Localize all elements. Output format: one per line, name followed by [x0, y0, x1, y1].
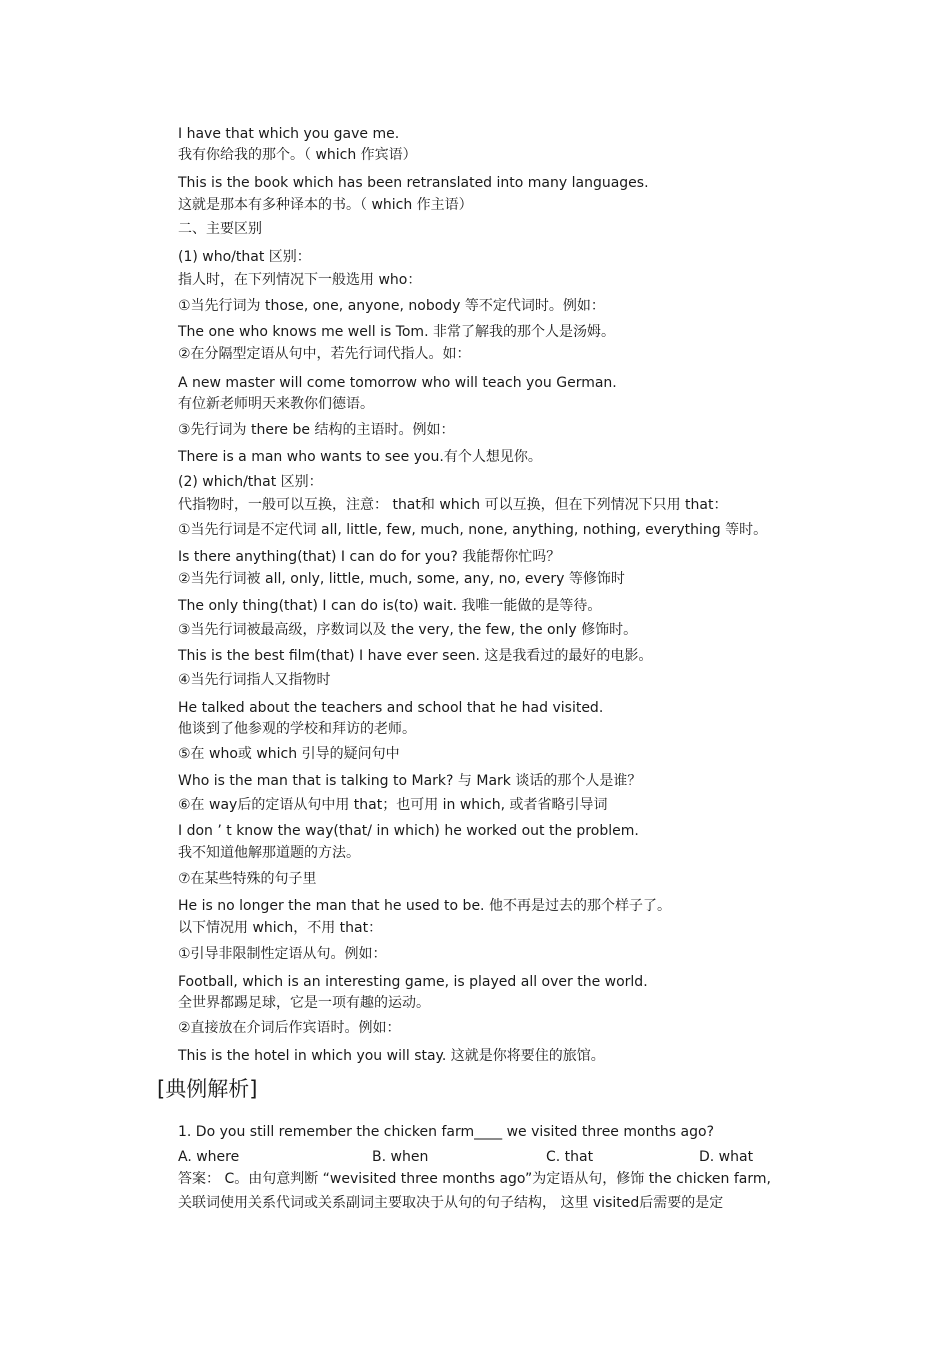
- text-line: Is there anything(that) I can do for you? 我能帮你忙吗？: [178, 549, 561, 565]
- text-line: This is the best film(that) I have ever seen. 这是我看过的最好的电影。: [178, 648, 653, 664]
- option-d: D. what: [699, 1149, 754, 1165]
- option-a: A. where: [178, 1149, 240, 1165]
- text-line: This is the hotel in which you will stay. 这就是你将要住的旅馆。: [178, 1048, 605, 1064]
- text-line: 他谈到了他参观的学校和拜访的老师。: [178, 721, 416, 737]
- text-line: ③当先行词被最高级，序数词以及 the very, the few, the only 修饰时。: [178, 622, 638, 638]
- text-line: ②当先行词被 all, only, little, much, some, any, no, every 等修饰时: [178, 571, 625, 587]
- section-heading: [典例解析]: [157, 1077, 258, 1101]
- option-b: B. when: [372, 1149, 429, 1165]
- text-line: 二、主要区别: [178, 221, 262, 237]
- text-line: 全世界都踢足球，它是一项有趣的运动。: [178, 995, 430, 1011]
- text-line: This is the book which has been retranslated into many languages.: [178, 175, 649, 191]
- text-line: 代指物时，一般可以互换，注意： that和 which 可以互换，但在下列情况下只用 that：: [178, 497, 728, 513]
- text-line: 以下情况用 which，不用 that：: [178, 920, 383, 936]
- text-line: ②在分隔型定语从句中，若先行词代指人。如：: [178, 346, 471, 362]
- text-line: Who is the man that is talking to Mark? 与 Mark 谈话的那个人是谁？: [178, 773, 642, 789]
- text-line: 我有你给我的那个。（ which 作宾语）: [178, 147, 417, 163]
- text-line: ⑦在某些特殊的句子里: [178, 871, 317, 887]
- text-line: ①当先行词为 those, one, anyone, nobody 等不定代词时。例如：: [178, 298, 605, 314]
- text-line: ⑥在 way后的定语从句中用 that；也可用 in which, 或者省略引导词: [178, 797, 608, 813]
- text-line: ⑤在 who或 which 引导的疑问句中: [178, 746, 400, 762]
- text-line: There is a man who wants to see you.有个人想见你。: [178, 449, 542, 465]
- text-line: He talked about the teachers and school that he had visited.: [178, 700, 604, 716]
- text-line: ③先行词为 there be 结构的主语时。例如：: [178, 422, 455, 438]
- text-line: ④当先行词指人又指物时: [178, 672, 331, 688]
- text-line: 这就是那本有多种译本的书。（ which 作主语）: [178, 197, 473, 213]
- text-line: Football, which is an interesting game, is played all over the world.: [178, 974, 648, 990]
- text-line: A new master will come tomorrow who will teach you German.: [178, 375, 617, 391]
- text-line: 我不知道他解那道题的方法。: [178, 845, 360, 861]
- text-line: ①当先行词是不定代词 all, little, few, much, none, anything, nothing, everything 等时。: [178, 522, 768, 538]
- text-line: (1) who/that 区别：: [178, 249, 311, 265]
- question-text: 1. Do you still remember the chicken farm____ we visited three months ago?: [178, 1124, 715, 1140]
- text-line: I have that which you gave me.: [178, 126, 400, 142]
- answer-line: 关联词使用关系代词或关系副词主要取决于从句的句子结构， 这里 visited后需要的是定: [178, 1195, 724, 1211]
- text-line: He is no longer the man that he used to be. 他不再是过去的那个样子了。: [178, 898, 671, 914]
- text-line: 指人时，在下列情况下一般选用 who：: [178, 272, 422, 288]
- text-line: I don ’ t know the way(that/ in which) he worked out the problem.: [178, 823, 639, 839]
- text-line: ①引导非限制性定语从句。例如：: [178, 946, 387, 962]
- text-line: 有位新老师明天来教你们德语。: [178, 396, 374, 412]
- answer-line: 答案： C。由句意判断 “wevisited three months ago”为定语从句，修饰 the chicken farm,: [178, 1171, 771, 1187]
- text-line: (2) which/that 区别：: [178, 474, 323, 490]
- option-c: C. that: [546, 1149, 594, 1165]
- text-line: ②直接放在介词后作宾语时。例如：: [178, 1020, 401, 1036]
- text-line: The only thing(that) I can do is(to) wait. 我唯一能做的是等待。: [178, 598, 602, 614]
- text-line: The one who knows me well is Tom. 非常了解我的那个人是汤姆。: [178, 324, 615, 340]
